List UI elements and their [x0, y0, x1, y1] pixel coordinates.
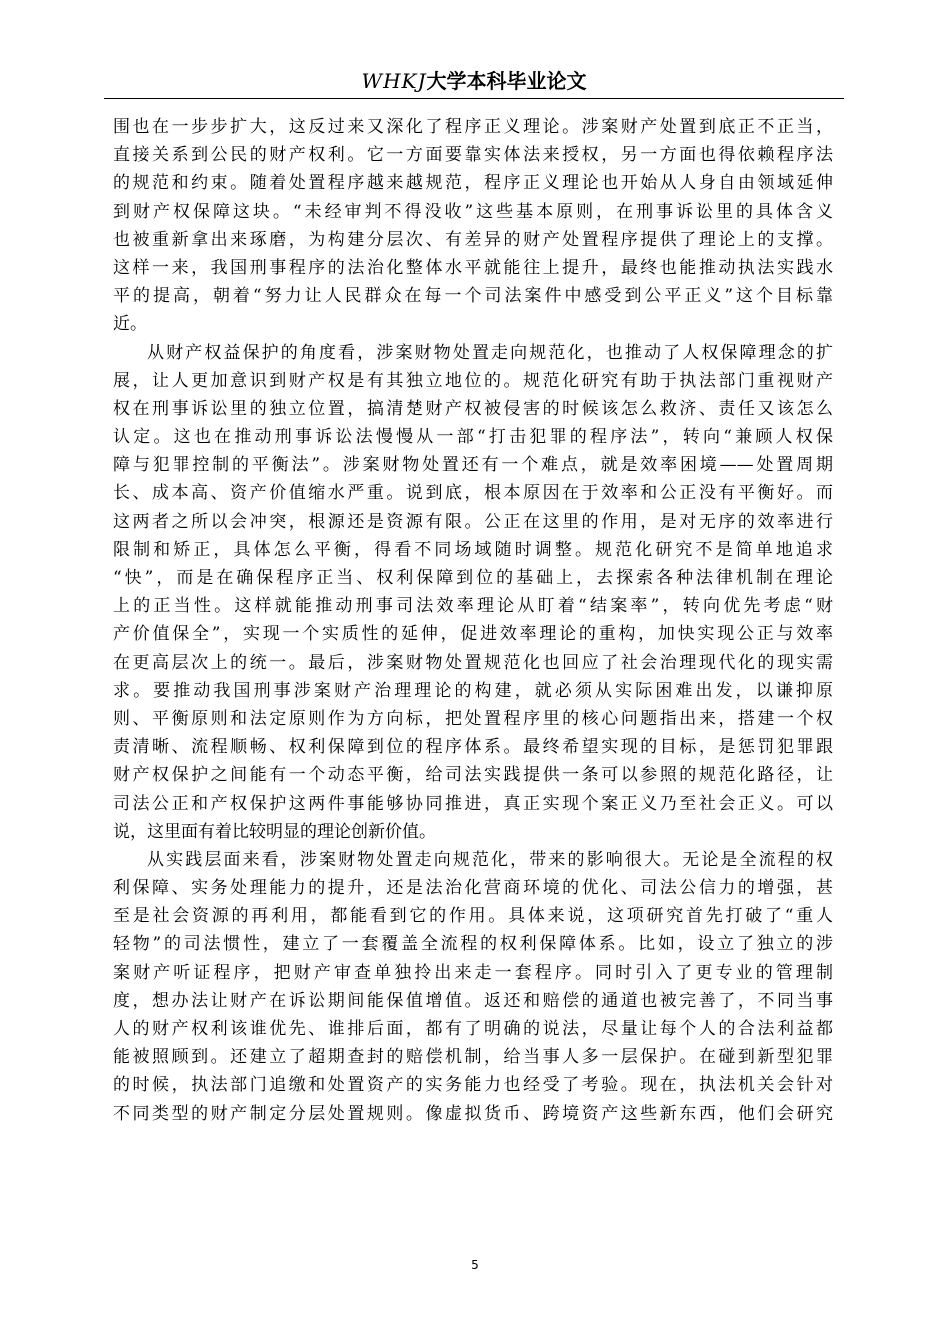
paragraph-1: [113, 113, 833, 339]
paragraph-2: [113, 339, 833, 846]
text-line: 围也在一步步扩大，这反过来又深化了程序正义理论。涉案财产处置到底正不正当，: [113, 117, 833, 137]
text-line: 认定。这也在推动刑事诉讼法慢慢从一部“打击犯罪的程序法”，转向“兼顾人权保: [113, 427, 833, 448]
text-line: 这样一来，我国刑事程序的法治化整体水平就能往上提升，最终也能推动执法实践水: [113, 257, 833, 278]
page-number: 5: [471, 1258, 479, 1272]
text-line: 能被照顾到。还建立了超期查封的赔偿机制，给当事人多一层保护。在碰到新型犯罪: [113, 1047, 833, 1068]
text-line: 财产权保护之间能有一个动态平衡，给司法实践提供一条可以参照的规范化路径，让: [113, 765, 833, 786]
text-line: 人的财产权利该谁优先、谁排后面，都有了明确的说法，尽量让每个人的合法利益都: [113, 1019, 833, 1039]
text-line: “快”，而是在确保程序正当、权利保障到位的基础上，去探索各种法律机制在理论: [113, 568, 833, 588]
text-line: 从财产权益保护的角度看，涉案财物处置走向规范化，也推动了人权保障理念的扩: [147, 342, 833, 363]
text-line: 限制和矫正，具体怎么平衡，得看不同场域随时调整。规范化研究不是简单地追求: [113, 539, 833, 560]
text-line: 产价值保全”，实现一个实质性的延伸，促进效率理论的重构，加快实现公正与效率: [113, 624, 833, 645]
text-line: 则、平衡原则和法定原则作为方向标，把处置程序里的核心问题指出来，搭建一个权: [113, 708, 833, 729]
header-title: 大学本科毕业论文: [426, 69, 587, 93]
text-line: 上的正当性。这样就能推动刑事司法效率理论从盯着“结案率”，转向优先考虑“财: [113, 596, 833, 617]
paragraph-3: [113, 846, 833, 1128]
text-line: 近。: [113, 314, 147, 335]
text-line: 轻物”的司法惯性，建立了一套覆盖全流程的权利保障体系。比如，设立了独立的涉: [113, 934, 833, 955]
header-latin: WHKJ: [361, 69, 427, 93]
text-line: 这两者之所以会冲突，根源还是资源有限。公正在这里的作用，是对无序的效率进行: [113, 511, 833, 532]
text-line: 案财产听证程序，把财产审查单独拎出来走一套程序。同时引入了更专业的管理制: [113, 962, 833, 983]
text-line: 至是社会资源的再利用，都能看到它的作用。具体来说，这项研究首先打破了“重人: [113, 906, 833, 927]
text-line: 司法公正和产权保护这两件事能够协同推进，真正实现个案正义乃至社会正义。可以: [113, 793, 833, 814]
text-line: 利保障、实务处理能力的提升，还是法治化营商环境的优化、司法公信力的增强，甚: [113, 878, 833, 899]
text-line: 求。要推动我国刑事涉案财产治理理论的构建，就必须从实际困难出发，以谦抑原: [113, 680, 833, 701]
text-line: 不同类型的财产制定分层处置规则。像虚拟货币、跨境资产这些新东西，他们会研究: [113, 1103, 833, 1124]
text-line: 障与犯罪控制的平衡法”。涉案财物处置还有一个难点，就是效率困境——处置周期: [113, 455, 833, 476]
text-line: 责清晰、流程顺畅、权利保障到位的程序体系。最终希望实现的目标，是惩罚犯罪跟: [113, 737, 833, 758]
text-line: 到财产权保障这块。“未经审判不得没收”这些基本原则，在刑事诉讼里的具体含义: [113, 201, 833, 222]
header-rule: [104, 98, 844, 99]
text-line: 权在刑事诉讼里的独立位置，搞清楚财产权被侵害的时候该怎么救济、责任又该怎么: [113, 398, 833, 419]
text-line: 度，想办法让财产在诉讼期间能保值增值。返还和赔偿的通道也被完善了，不同当事: [113, 990, 833, 1011]
text-line: 平的提高，朝着“努力让人民群众在每一个司法案件中感受到公平正义”这个目标靠: [113, 286, 833, 307]
text-line: 展，让人更加意识到财产权是有其独立地位的。规范化研究有助于执法部门重视财产: [113, 370, 833, 391]
text-line: 在更高层次上的统一。最后，涉案财物处置规范化也回应了社会治理现代化的现实需: [113, 652, 833, 673]
text-line: 的时候，执法部门追缴和处置资产的实务能力也经受了考验。现在，执法机关会针对: [113, 1075, 833, 1096]
text-line: 直接关系到公民的财产权利。它一方面要靠实体法来授权，另一方面也得依赖程序法: [113, 145, 833, 166]
text-line: 长、成本高、资产价值缩水严重。说到底，根本原因在于效率和公正没有平衡好。而: [113, 483, 833, 504]
text-line: 说，这里面有着比较明显的理论创新价值。: [113, 821, 436, 842]
text-line: 的规范和约束。随着处置程序越来越规范，程序正义理论也开始从人身自由领域延伸: [113, 173, 833, 194]
body-text: [113, 113, 833, 1128]
text-line: 从实践层面来看，涉案财物处置走向规范化，带来的影响很大。无论是全流程的权: [147, 849, 833, 870]
page-header: [104, 66, 844, 98]
text-line: 也被重新拿出来琢磨，为构建分层次、有差异的财产处置程序提供了理论上的支撑。: [113, 229, 833, 250]
